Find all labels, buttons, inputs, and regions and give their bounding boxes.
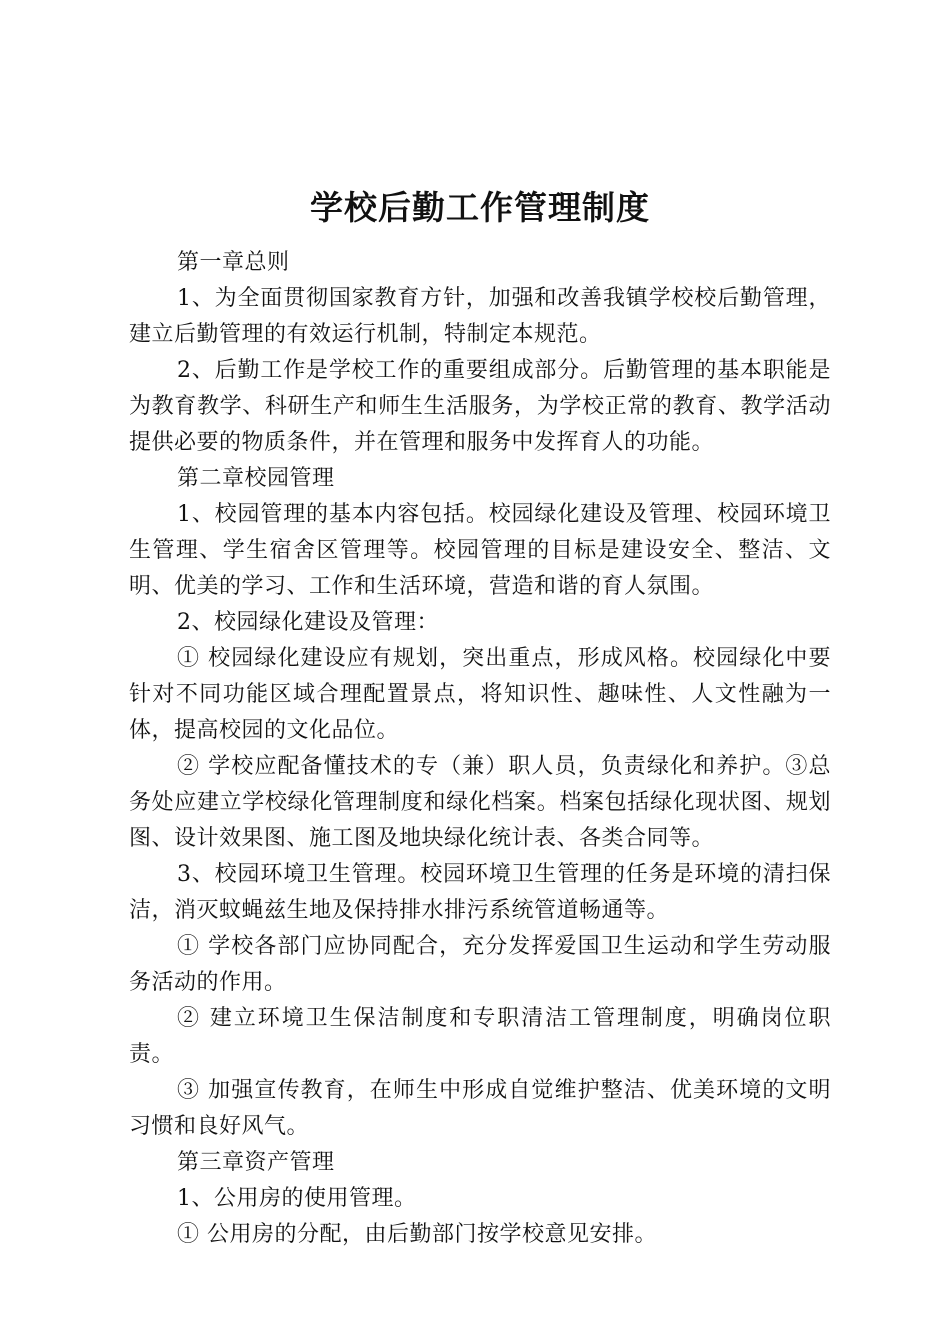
chapter-heading: 第二章校园管理 [177,466,335,491]
paragraph: ① 校园绿化建设应有规划，突出重点，形成风格。校园绿化中要针对不同功能区域合理配置景点，将知识性、趣味性、人文性融为一体，提高校园的文化品位。 [129,646,831,743]
chapter-heading: 第三章资产管理 [177,1150,335,1175]
paragraph: ① 学校各部门应协同配合，充分发挥爱国卫生运动和学生劳动服务活动的作用。 [129,934,831,995]
paragraph: 2、校园绿化建设及管理： [177,610,439,635]
paragraph: ② 学校应配备懂技术的专（兼）职人员，负责绿化和养护。③总务处应建立学校绿化管理制度和绿化档案。档案包括绿化现状图、规划图、设计效果图、施工图及地块绿化统计表、各类合同等。 [129,754,831,851]
chapter-heading: 第一章总则 [177,250,290,275]
paragraph: ② 建立环境卫生保洁制度和专职清洁工管理制度，明确岗位职责。 [129,1006,831,1067]
paragraph: 2、后勤工作是学校工作的重要组成部分。后勤管理的基本职能是为教育教学、科研生产和师生生活服务，为学校正常的教育、教学活动提供必要的物质条件，并在管理和服务中发挥育人的功能。 [129,358,831,455]
paragraph: 1、公用房的使用管理。 [177,1186,417,1211]
paragraph: 1、校园管理的基本内容包括。校园绿化建设及管理、校园环境卫生管理、学生宿舍区管理等。校园管理的目标是建设安全、整洁、文明、优美的学习、工作和生活环境，营造和谐的育人氛围。 [129,502,831,599]
paragraph: 3、校园环境卫生管理。校园环境卫生管理的任务是环境的清扫保洁，消灭蚊蝇兹生地及保持排水排污系统管道畅通等。 [129,862,831,923]
document-page [129,183,831,1253]
paragraph: 1、为全面贯彻国家教育方针，加强和改善我镇学校校后勤管理，建立后勤管理的有效运行机制，特制定本规范。 [129,286,831,347]
document-title: 学校后勤工作管理制度 [310,188,650,227]
paragraph: ③ 加强宣传教育，在师生中形成自觉维护整洁、优美环境的文明习惯和良好风气。 [129,1078,831,1139]
paragraph: ① 公用房的分配，由后勤部门按学校意见安排。 [177,1222,657,1247]
